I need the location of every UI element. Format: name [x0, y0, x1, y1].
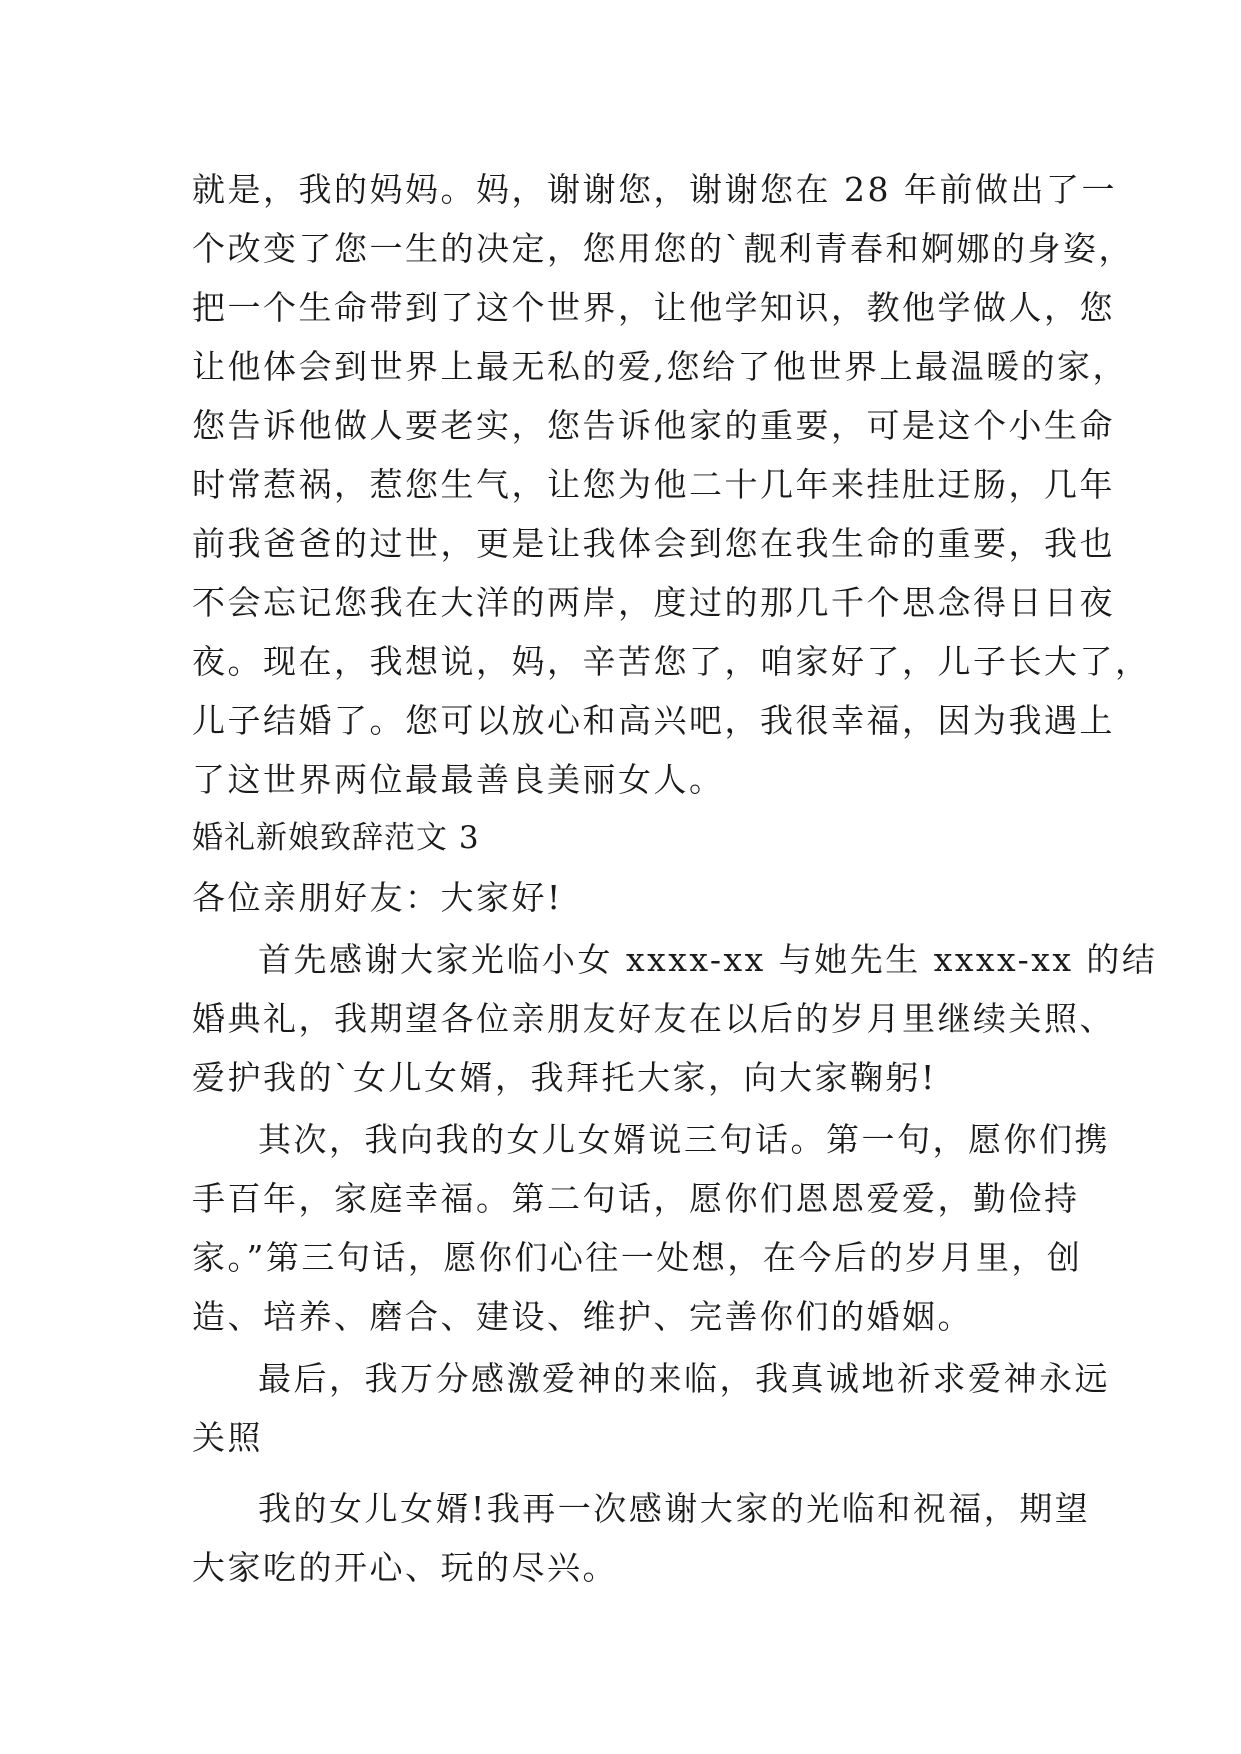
text-line: 就是，我的妈妈。妈，谢谢您，谢谢您在 28 年前做出了一 — [192, 170, 1117, 209]
greeting-line: 各位亲朋好友：大家好! — [192, 878, 563, 917]
section-title: 婚礼新娘致辞范文 3 — [192, 820, 480, 856]
text-line: 让他体会到世界上最无私的爱,您给了他世界上最温暖的家， — [192, 347, 1128, 386]
paragraph-line: 大家吃的开心、玩的尽兴。 — [192, 1548, 618, 1587]
text-line: 儿子结婚了。您可以放心和高兴吧，我很幸福，因为我遇上 — [192, 701, 1115, 740]
paragraph-line: 婚典礼，我期望各位亲朋友好友在以后的岁月里继续关照、 — [192, 999, 1115, 1038]
text-line: 了这世界两位最最善良美丽女人。 — [192, 760, 725, 799]
paragraph-line: 我的女儿女婿!我再一次感谢大家的光临和祝福，期望 — [258, 1489, 1091, 1528]
text-line: 夜。现在，我想说，妈，辛苦您了，咱家好了，儿子长大了， — [192, 642, 1151, 681]
paragraph-line: 关照 — [192, 1418, 263, 1457]
text-line: 时常惹祸，惹您生气，让您为他二十几年来挂肚迂肠，几年 — [192, 465, 1115, 504]
paragraph-line: 其次，我向我的女儿女婿说三句话。第一句，愿你们携 — [258, 1120, 1110, 1159]
paragraph-line: 造、培养、磨合、建设、维护、完善你们的婚姻。 — [192, 1297, 973, 1336]
paragraph-line: 爱护我的`女儿女婿，我拜托大家，向大家鞠躬! — [192, 1058, 937, 1097]
paragraph-line: 最后，我万分感激爱神的来临，我真诚地祈求爱神永远 — [258, 1359, 1110, 1398]
text-line: 把一个生命带到了这个世界，让他学知识，教他学做人，您 — [192, 288, 1115, 327]
text-line: 前我爸爸的过世，更是让我体会到您在我生命的重要，我也 — [192, 524, 1115, 563]
paragraph-line: 首先感谢大家光临小女 xxxx-xx 与她先生 xxxx-xx 的结 — [258, 940, 1158, 979]
text-line: 您告诉他做人要老实，您告诉他家的重要，可是这个小生命 — [192, 406, 1115, 445]
text-line: 个改变了您一生的决定，您用您的`靓利青春和婀娜的身姿， — [192, 229, 1134, 268]
document-body — [192, 160, 1158, 1597]
paragraph-line: 手百年，家庭幸福。第二句话，愿你们恩恩爱爱，勤俭持 — [192, 1179, 1080, 1218]
text-line: 不会忘记您我在大洋的两岸，度过的那几千个思念得日日夜 — [192, 583, 1115, 622]
paragraph-line: 家。”第三句话，愿你们心往一处想，在今后的岁月里，创 — [192, 1238, 1083, 1277]
